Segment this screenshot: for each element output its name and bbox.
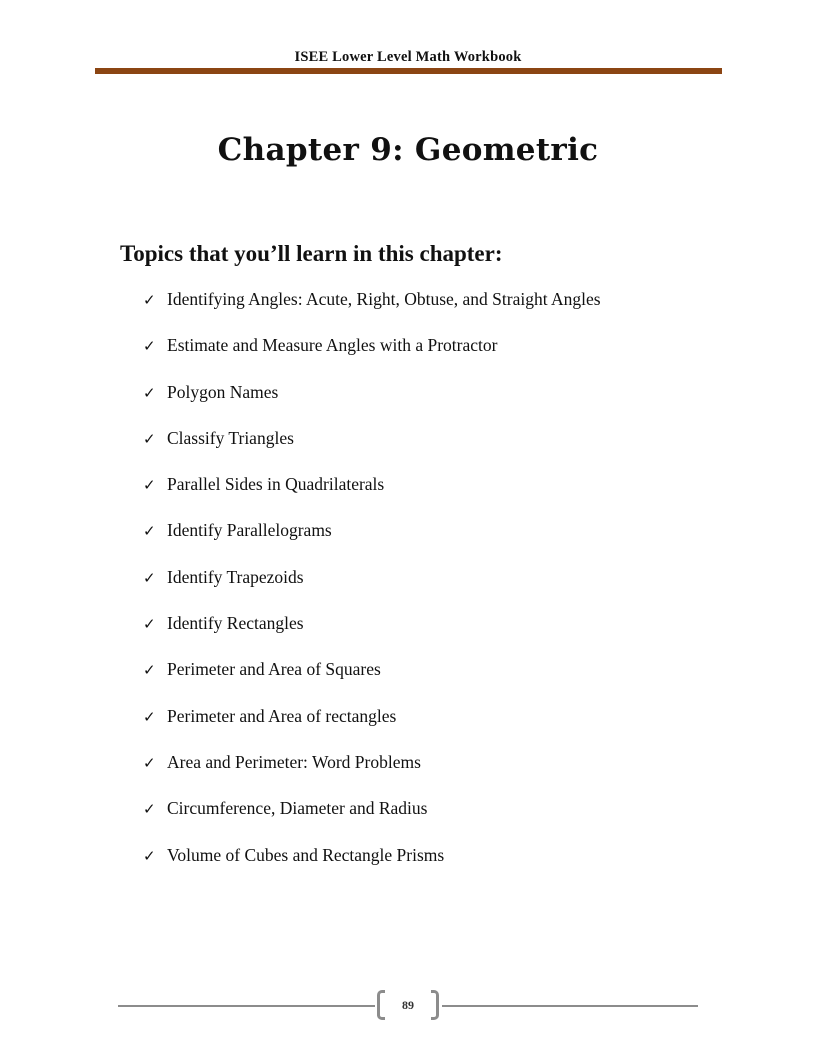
check-icon: ✓ xyxy=(143,429,156,448)
check-icon: ✓ xyxy=(143,568,156,587)
topic-text: Polygon Names xyxy=(167,381,279,402)
topic-item xyxy=(143,656,601,702)
topic-text: Parallel Sides in Quadrilaterals xyxy=(167,474,385,495)
topic-text: Estimate and Measure Angles with a Protractor xyxy=(167,335,498,356)
topic-item xyxy=(143,471,601,517)
topic-item xyxy=(143,842,601,888)
topic-item xyxy=(143,379,601,425)
running-header: ISEE Lower Level Math Workbook xyxy=(294,49,522,65)
check-icon: ✓ xyxy=(143,337,156,356)
topic-text: Perimeter and Area of rectangles xyxy=(167,705,397,726)
check-icon: ✓ xyxy=(143,800,156,819)
topic-text: Classify Triangles xyxy=(167,427,294,448)
check-icon: ✓ xyxy=(143,707,156,726)
topic-item xyxy=(143,425,601,471)
topic-item xyxy=(143,795,601,841)
topics-heading: Topics that you’ll learn in this chapter: xyxy=(120,241,503,266)
check-icon: ✓ xyxy=(143,383,156,402)
footer-rule-left xyxy=(118,1005,375,1007)
header-rule xyxy=(95,68,722,74)
chapter-title: Chapter 9: Geometric xyxy=(217,132,599,168)
left-bracket-icon xyxy=(377,990,385,1020)
topic-text: Identify Parallelograms xyxy=(167,520,332,541)
topic-text: Circumference, Diameter and Radius xyxy=(167,798,428,819)
check-icon: ✓ xyxy=(143,476,156,495)
topic-item xyxy=(143,286,601,332)
check-icon: ✓ xyxy=(143,522,156,541)
topic-item xyxy=(143,564,601,610)
topic-text: Area and Perimeter: Word Problems xyxy=(167,751,421,772)
topic-item xyxy=(143,610,601,656)
footer-rule-right xyxy=(442,1005,698,1007)
topic-text: Identifying Angles: Acute, Right, Obtuse, and Straight Angles xyxy=(167,289,601,309)
check-icon: ✓ xyxy=(143,615,156,634)
right-bracket-icon xyxy=(431,990,439,1020)
topic-item xyxy=(143,517,601,563)
topic-item xyxy=(143,332,601,378)
page-number: 89 xyxy=(402,998,414,1012)
check-icon: ✓ xyxy=(143,291,156,309)
check-icon: ✓ xyxy=(143,846,156,865)
topic-text: Perimeter and Area of Squares xyxy=(167,659,381,680)
check-icon: ✓ xyxy=(143,661,156,680)
topic-text: Identify Trapezoids xyxy=(167,566,304,587)
topic-text: Volume of Cubes and Rectangle Prisms xyxy=(167,844,445,865)
check-icon: ✓ xyxy=(143,753,156,772)
topic-text: Identify Rectangles xyxy=(167,613,304,634)
topic-item xyxy=(143,749,601,795)
topic-item xyxy=(143,703,601,749)
topic-list xyxy=(143,286,601,888)
